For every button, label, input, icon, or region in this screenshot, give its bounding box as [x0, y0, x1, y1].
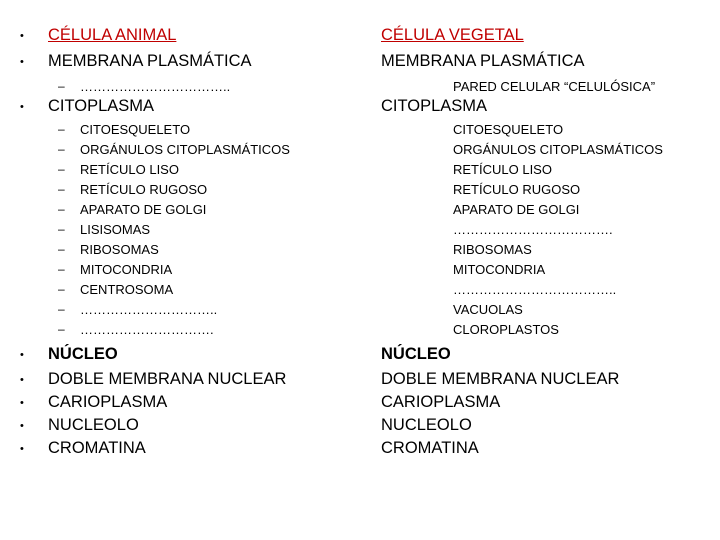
dash: – — [58, 302, 65, 316]
bullet: • — [20, 397, 24, 409]
list-item: …………………………. — [80, 322, 214, 337]
dash: – — [58, 79, 65, 93]
dash: – — [58, 222, 65, 236]
list-item: RETÍCULO RUGOSO — [80, 182, 208, 197]
list-item: ORGÁNULOS CITOPLASMÁTICOS — [453, 142, 663, 157]
list-item: CARIOPLASMA — [48, 393, 168, 411]
animal-membrane-blank: …………………………….. — [80, 79, 231, 94]
list-item: DOBLE MEMBRANA NUCLEAR — [381, 370, 620, 388]
list-item: RETÍCULO LISO — [453, 162, 552, 177]
plant-nucleus-heading: NÚCLEO — [381, 345, 451, 363]
list-item: CLOROPLASTOS — [453, 322, 559, 337]
animal-cytoplasm-heading: CITOPLASMA — [48, 97, 155, 115]
plant-cytoplasm-heading: CITOPLASMA — [381, 97, 488, 115]
plant-membrane-heading: MEMBRANA PLASMÁTICA — [381, 52, 585, 70]
list-item: CROMATINA — [381, 439, 479, 457]
bullet: • — [20, 420, 24, 432]
list-item: ………………………………. — [453, 222, 613, 237]
bullet: • — [20, 349, 24, 361]
dash: – — [58, 162, 65, 176]
dash: – — [58, 122, 65, 136]
animal-cell-title: CÉLULA ANIMAL — [48, 26, 177, 44]
dash: – — [58, 202, 65, 216]
bullet: • — [20, 101, 24, 113]
dash: – — [58, 282, 65, 296]
bullet: • — [20, 374, 24, 386]
list-item: APARATO DE GOLGI — [80, 202, 207, 217]
list-item: APARATO DE GOLGI — [453, 202, 580, 217]
bullet: • — [20, 56, 24, 68]
list-item: RIBOSOMAS — [80, 242, 159, 257]
list-item: MITOCONDRIA — [453, 262, 546, 277]
animal-nucleus-heading: NÚCLEO — [48, 345, 118, 363]
list-item: RETÍCULO RUGOSO — [453, 182, 581, 197]
plant-cell-title: CÉLULA VEGETAL — [381, 26, 524, 44]
list-item: RIBOSOMAS — [453, 242, 532, 257]
list-item: RETÍCULO LISO — [80, 162, 179, 177]
list-item: ……………………………….. — [453, 282, 617, 297]
list-item: CROMATINA — [48, 439, 146, 457]
dash: – — [58, 242, 65, 256]
list-item: DOBLE MEMBRANA NUCLEAR — [48, 370, 287, 388]
list-item: CARIOPLASMA — [381, 393, 501, 411]
list-item: LISISOMAS — [80, 222, 151, 237]
plant-cell-wall: PARED CELULAR “CELULÓSICA” — [453, 79, 656, 94]
animal-membrane-heading: MEMBRANA PLASMÁTICA — [48, 52, 252, 70]
bullet: • — [20, 443, 24, 455]
list-item: ………………………….. — [80, 302, 218, 317]
dash: – — [58, 142, 65, 156]
list-item: CENTROSOMA — [80, 282, 174, 297]
list-item: MITOCONDRIA — [80, 262, 173, 277]
list-item: NUCLEOLO — [48, 416, 139, 434]
list-item: CITOESQUELETO — [453, 122, 564, 137]
list-item: CITOESQUELETO — [80, 122, 191, 137]
list-item: ORGÁNULOS CITOPLASMÁTICOS — [80, 142, 290, 157]
list-item: VACUOLAS — [453, 302, 523, 317]
dash: – — [58, 262, 65, 276]
list-item: NUCLEOLO — [381, 416, 472, 434]
dash: – — [58, 182, 65, 196]
bullet: • — [20, 30, 24, 42]
dash: – — [58, 322, 65, 336]
